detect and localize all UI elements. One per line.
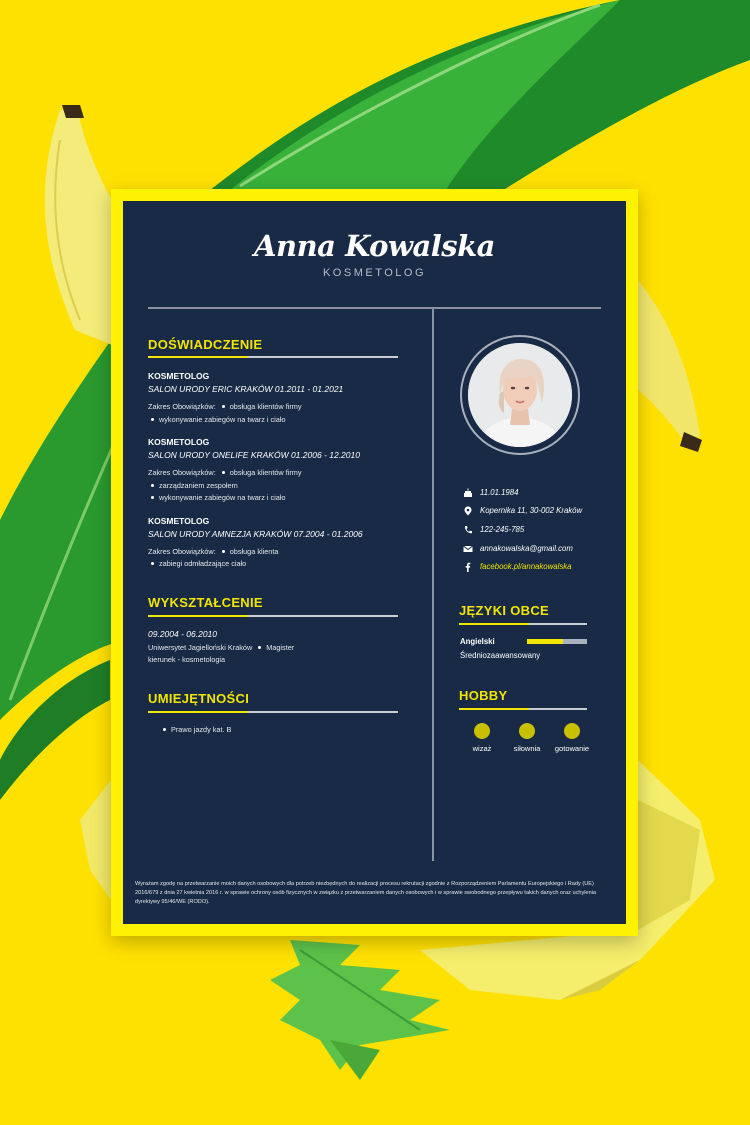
language-name: Angielski: [460, 637, 495, 646]
paper-leaves-bottom: [270, 940, 450, 1080]
dumbbell-icon: [519, 723, 535, 739]
education-school-row: [148, 643, 294, 652]
hobby-title: HOBBY: [459, 688, 508, 703]
job-3-company: SALON URODY AMNEZJA KRAKÓW 07.2004 - 01.2006: [148, 529, 363, 539]
job-3-duty-1: obsługa klienta: [229, 547, 279, 556]
facebook-icon: [463, 562, 473, 572]
job-3-duties: [148, 547, 278, 556]
education-title: WYKSZTAŁCENIE: [148, 595, 263, 610]
cake-icon: [463, 488, 473, 498]
mail-icon: [463, 544, 473, 554]
column-divider: [432, 309, 434, 861]
job-3-duty-2-row: [148, 559, 246, 568]
job-2-role: KOSMETOLOG: [148, 437, 210, 447]
education-field: kierunek - kosmetologia: [148, 655, 226, 664]
education-degree: Magister: [266, 643, 295, 652]
skill-item: [148, 725, 231, 734]
skills-underline: [148, 711, 398, 713]
languages-title: JĘZYKI OBCE: [459, 603, 549, 618]
job-2-company: SALON URODY ONELIFE KRAKÓW 01.2006 - 12.2010: [148, 450, 360, 460]
job-2-duty-2-row: [148, 481, 238, 490]
job-1-duties-label: Zakres Obowiązków:: [148, 402, 216, 411]
hobby-2-label: siłownia: [513, 744, 541, 753]
banana-right: [638, 280, 702, 452]
language-proficiency-fill: [527, 639, 563, 644]
language-level: Średniozaawansowany: [460, 651, 541, 660]
paper-banana-bottom-left: [80, 780, 111, 900]
candidate-name: Anna Kowalska: [254, 229, 495, 263]
resume-page: [123, 201, 626, 924]
education-dates: 09.2004 - 06.2010: [148, 629, 218, 639]
education-school: Uniwersytet Jagielloński Kraków: [148, 643, 253, 652]
job-1-duty-2: wykonywanie zabiegów na twarz i ciało: [159, 415, 286, 424]
job-1-role: KOSMETOLOG: [148, 371, 210, 381]
job-2-duty-1: obsługa klientów firmy: [229, 468, 302, 477]
birthdate: 11.01.1984: [480, 488, 519, 497]
cooking-icon: [564, 723, 580, 739]
phone-icon: [463, 525, 473, 535]
location-icon: [463, 506, 473, 516]
job-1-duty-1: obsługa klientów firmy: [229, 402, 302, 411]
experience-title: DOŚWIADCZENIE: [148, 337, 263, 352]
profile-photo: [468, 343, 572, 447]
job-1-duties: [148, 402, 302, 411]
job-1-company: SALON URODY ERIC KRAKÓW 01.2011 - 01.2021: [148, 384, 344, 394]
job-2-duty-2: zarządzaniem zespołem: [159, 481, 238, 490]
hobby-1-label: wizaż: [472, 744, 492, 753]
job-2-duty-3: wykonywanie zabiegów na twarz i ciało: [159, 493, 286, 502]
education-underline: [148, 615, 398, 617]
profile-photo-frame: [460, 335, 580, 455]
candidate-profession: KOSMETOLOG: [322, 267, 427, 279]
experience-underline: [148, 356, 398, 358]
job-2-duties: [148, 468, 302, 477]
hobby-underline: [459, 708, 587, 710]
facebook-link[interactable]: facebook.pl/annakowalska: [480, 562, 572, 571]
language-proficiency-bar: [527, 639, 587, 644]
makeup-icon: [474, 723, 490, 739]
skill-1: Prawo jazdy kat. B: [171, 725, 232, 734]
banana-leaf-left: [0, 320, 125, 800]
languages-underline: [459, 623, 587, 625]
job-3-duties-label: Zakres Obowiązków:: [148, 547, 216, 556]
job-2-duties-label: Zakres Obowiązków:: [148, 468, 216, 477]
address: Kopernika 11, 30-002 Kraków: [480, 506, 583, 515]
job-3-role: KOSMETOLOG: [148, 516, 210, 526]
hobby-3-label: gotowanie: [554, 744, 590, 753]
job-1-duty-2-row: [148, 415, 286, 424]
skills-title: UMIEJĘTNOŚCI: [148, 691, 250, 706]
job-2-duty-3-row: [148, 493, 286, 502]
header-divider: [148, 307, 601, 309]
email[interactable]: annakowalska@gmail.com: [480, 544, 573, 553]
job-3-duty-2: zabiegi odmładzające ciało: [159, 559, 247, 568]
gdpr-consent: Wyrażam zgodę na przetwarzanie moich danych osobowych dla potrzeb niezbędnych do realizacji procesu rekrutacji zgodnie z Rozporządzeniem Parlamentu Europejskiego i Rady (UE) 2016/679 z dnia 27 kwietnia 2016 r. w sprawie ochrony osób fizycznych w związku z przetwarzaniem danych osobowych i w sprawie swobodnego przepływu takich danych oraz uchylenia dyrektywy 95/46/WE (RODO).: [135, 881, 597, 905]
banana-left: [45, 105, 112, 345]
phone: 122-245-785: [480, 525, 525, 534]
